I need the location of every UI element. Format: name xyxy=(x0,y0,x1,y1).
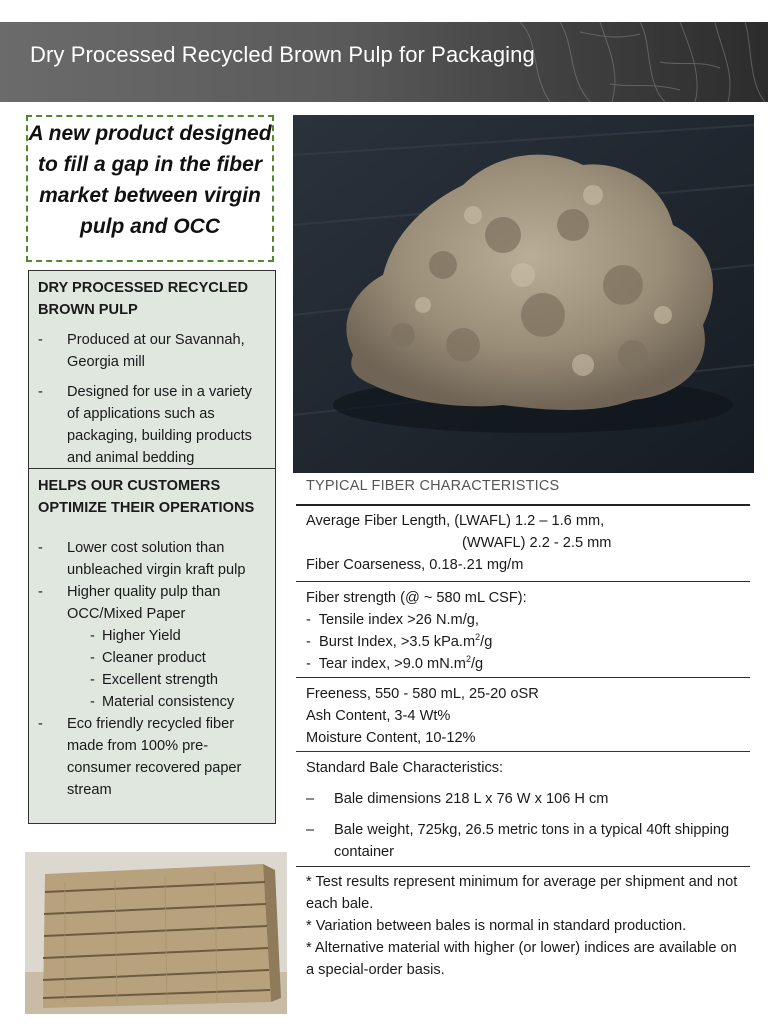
notes-block xyxy=(306,871,746,981)
burst-index: - Burst Index, >3.5 $kPa.m^2/g$ xyxy=(306,632,493,650)
divider xyxy=(296,581,750,582)
moisture-content: Moisture Content, 10-12% xyxy=(306,730,476,746)
divider xyxy=(296,866,750,867)
fiber-length-line-1: Average Fiber Length, (LWAFL) 1.2 – 1.6 mm, xyxy=(306,513,605,529)
bale-title: Standard Bale Characteristics: xyxy=(306,760,504,776)
customers-panel-title: HELPS OUR CUSTOMERS OPTIMIZE THEIR OPERATIONS xyxy=(38,478,255,516)
tensile-index: - Tensile index >26 N.m/g, xyxy=(306,612,479,628)
list-item: - Higher quality pulp than OCC/Mixed Paper xyxy=(38,581,267,625)
bullet-dash: - xyxy=(38,384,43,400)
sub-list-item: - Excellent strength xyxy=(90,672,219,688)
header-banner xyxy=(0,22,768,102)
bale-illustration xyxy=(25,852,287,1014)
list-item: - Produced at our Savannah, Georgia mill xyxy=(38,329,267,373)
note: * Variation between bales is normal in standard production. xyxy=(306,918,687,934)
bullet-dash: - xyxy=(38,540,43,556)
fiber-coarseness: Fiber Coarseness, 0.18-.21 mg/m xyxy=(306,557,524,573)
divider xyxy=(296,504,750,506)
bale-block xyxy=(306,757,746,863)
fiber-length-line-2: (WWAFL) 2.2 - 2.5 mm xyxy=(462,535,612,551)
bale-photo xyxy=(25,852,287,1014)
pulp-illustration xyxy=(293,115,754,473)
divider xyxy=(296,751,750,752)
characteristics-title: TYPICAL FIBER CHARACTERISTICS xyxy=(306,478,560,494)
fiber-length-block xyxy=(306,510,746,576)
pulp-photo xyxy=(293,115,754,473)
bale-weight: – Bale weight, 725kg, 26.5 metric tons in a typical 40ft shipping container xyxy=(306,822,730,860)
list-item: - Eco friendly recycled fiber made from 100% pre-consumer recovered paper stream xyxy=(38,713,267,801)
tear-index: - Tear index, >9.0 $mN.m^2/g$ xyxy=(306,654,484,672)
freeness: Freeness, 550 - 580 mL, 25-20 oSR xyxy=(306,686,539,702)
list-item: - Designed for use in a variety of applications such as packaging, building products and animal bedding xyxy=(38,381,267,469)
note: * Alternative material with higher (or lower) indices are available on a special-order basis. xyxy=(306,940,737,978)
product-panel xyxy=(28,270,276,469)
sub-list-item: - Material consistency xyxy=(90,694,235,710)
divider xyxy=(296,677,750,678)
page-title: Dry Processed Recycled Brown Pulp for Packaging xyxy=(30,42,535,67)
freeness-block xyxy=(306,683,746,749)
customers-panel xyxy=(28,468,276,824)
list-item: - Lower cost solution than unbleached virgin kraft pulp xyxy=(38,537,267,581)
product-panel-title: DRY PROCESSED RECYCLED BROWN PULP xyxy=(38,280,249,318)
fiber-strength-block xyxy=(306,587,746,675)
fiber-strength-title: Fiber strength (@ ~ 580 mL CSF): xyxy=(306,590,527,606)
tagline-box: A new product designed to fill a gap in the fiber market between virgin pulp and OCC xyxy=(26,115,274,262)
ash-content: Ash Content, 3-4 Wt% xyxy=(306,708,451,724)
bullet-dash: - xyxy=(38,716,43,732)
bullet-dash: - xyxy=(38,584,43,600)
bullet-dash: - xyxy=(38,332,43,348)
sub-list-item: - Cleaner product xyxy=(90,650,206,666)
note: * Test results represent minimum for average per shipment and not each bale. xyxy=(306,874,738,912)
sub-list-item: - Higher Yield xyxy=(90,628,181,644)
bale-dimensions: – Bale dimensions 218 L x 76 W x 106 H cm xyxy=(306,791,609,807)
